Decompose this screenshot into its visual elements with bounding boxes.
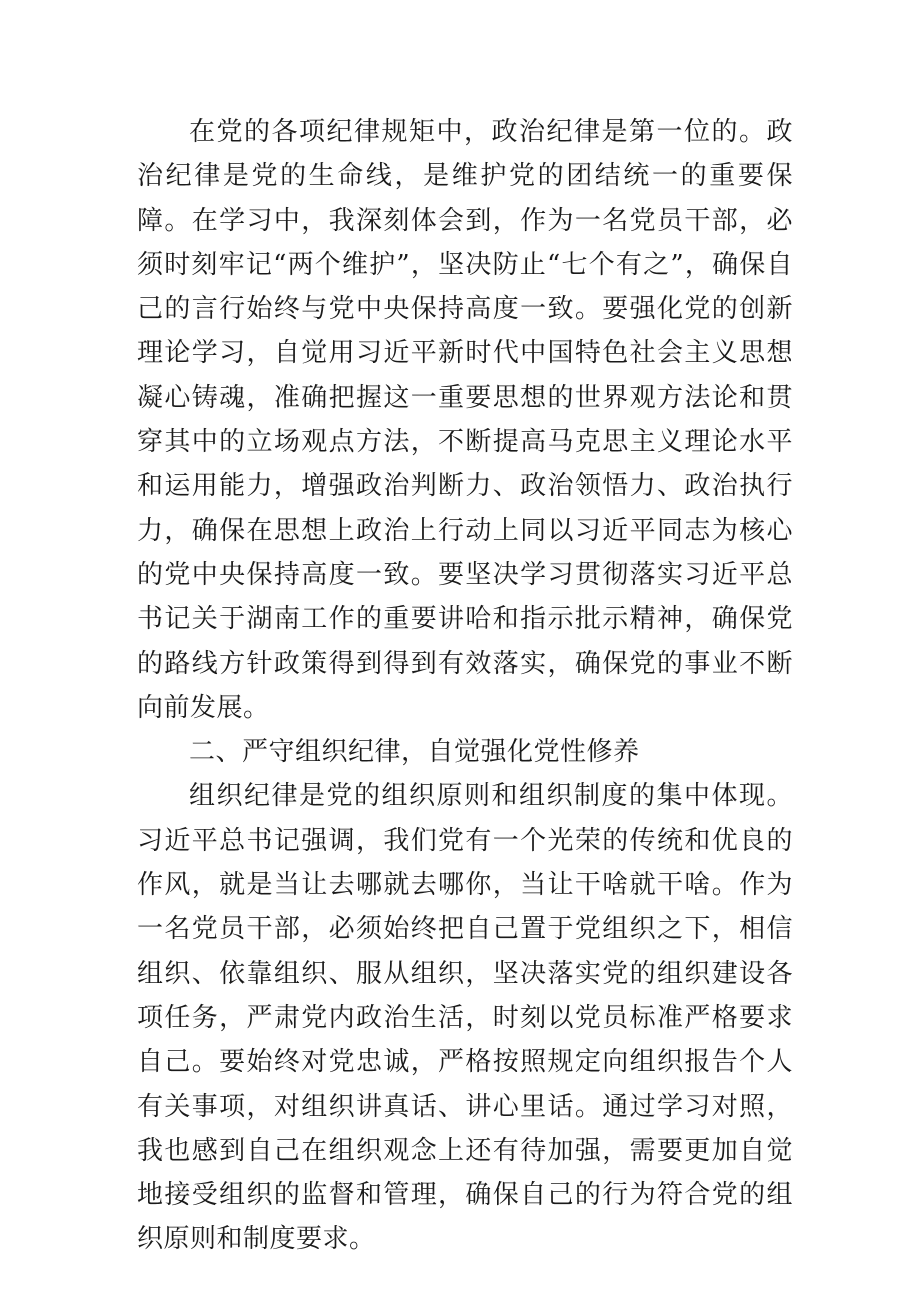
section-heading-organizational-discipline: 二、严守组织纪律，自觉强化党性修养	[189, 737, 640, 768]
paragraph-organizational-discipline: 组织纪律是党的组织原则和组织制度的集中体现。习近平总书记强调，我们党有一个光荣的传统和优良的作风，就是当让去哪就去哪你，当让干啥就干啥。作为一名党员干部，必须始终把自己置于党组织之下，相信组织、依靠组织、服从组织，坚决落实党的组织建设各项任务，严肃党内政治生活，时刻以党员标准严格要求自己。要始终对党忠诚，严格按照规定向组织报告个人有关事项，对组织讲真话、讲心里话。通过学习对照，我也感到自己在组织观念上还有待加强，需要更加自觉地接受组织的监督和管理，确保自己的行为符合党的组织原则和制度要求。	[137, 781, 793, 1255]
document-body	[137, 110, 793, 1262]
paragraph-political-discipline: 在党的各项纪律规矩中，政治纪律是第一位的。政治纪律是党的生命线，是维护党的团结统一的重要保障。在学习中，我深刻体会到，作为一名党员干部，必须时刻牢记“两个维护”，坚决防止“七个有之”，确保自己的言行始终与党中央保持高度一致。要强化党的创新理论学习，自觉用习近平新时代中国特色社会主义思想凝心铸魂，准确把握这一重要思想的世界观方法论和贯穿其中的立场观点方法，不断提高马克思主义理论水平和运用能力，增强政治判断力、政治领悟力、政治执行力，确保在思想上政治上行动上同以习近平同志为核心的党中央保持高度一致。要坚决学习贯彻落实习近平总书记关于湖南工作的重要讲哈和指示批示精神，确保党的路线方针政策得到得到有效落实，确保党的事业不断向前发展。	[137, 117, 793, 723]
